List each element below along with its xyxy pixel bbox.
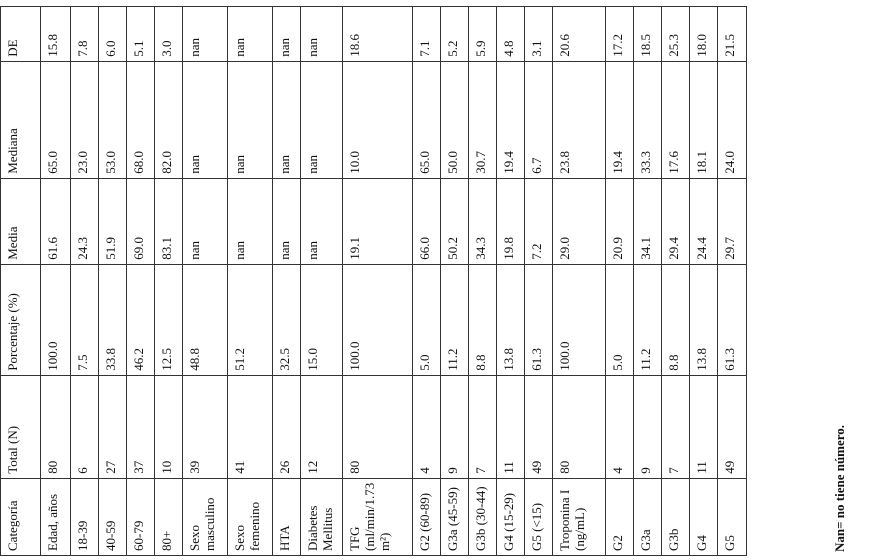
value-cell: 8.8 [469,264,497,375]
value-cell: 82.0 [155,61,183,178]
row-label-cell: 80+ [155,478,183,555]
row-label-cell: G3a [634,478,662,555]
table-row [690,6,718,555]
value-cell: nan [228,61,273,178]
value-cell: 18.1 [690,61,718,178]
value-cell: 17.6 [662,61,690,178]
value-cell: 18.0 [690,6,718,61]
value-cell: 48.8 [183,264,228,375]
header-cell: Media [1,178,41,264]
value-cell: 6.0 [99,6,127,61]
value-cell: 18.6 [343,6,413,61]
footnote: Nan= no tiene número. [832,424,847,552]
value-cell: 7 [662,375,690,478]
value-cell: 68.0 [127,61,155,178]
value-cell: 7 [469,375,497,478]
table-row [634,6,662,555]
value-cell: 32.5 [273,264,301,375]
value-cell: 6.7 [525,61,553,178]
value-cell: 24.3 [71,178,99,264]
header-cell: Total (N) [1,375,41,478]
value-cell: 34.1 [634,178,662,264]
value-cell: 61.3 [525,264,553,375]
value-cell: 5.0 [606,264,634,375]
value-cell: 41 [228,375,273,478]
row-label-cell: G5 [718,478,747,555]
header-cell: Porcentaje (%) [1,264,41,375]
value-cell: 80 [343,375,413,478]
value-cell: 65.0 [413,61,441,178]
row-label-cell: 60-79 [127,478,155,555]
row-label-cell: TFG (ml/min/1.73 m²) [343,478,413,555]
value-cell: 17.2 [606,6,634,61]
row-label-cell: G5 (<15) [525,478,553,555]
value-cell: 49 [718,375,747,478]
value-cell: 7.8 [71,6,99,61]
value-cell: 66.0 [413,178,441,264]
value-cell: 29.7 [718,178,747,264]
value-cell: nan [228,6,273,61]
value-cell: 80 [41,375,71,478]
table-row [662,6,690,555]
header-row [1,6,41,555]
table-row [99,6,127,555]
row-label-cell: 18-39 [71,478,99,555]
value-cell: 4 [606,375,634,478]
value-cell: 69.0 [127,178,155,264]
value-cell: 33.3 [634,61,662,178]
value-cell: 33.8 [99,264,127,375]
value-cell: 27 [99,375,127,478]
value-cell: 29.0 [553,178,606,264]
value-cell: 30.7 [469,61,497,178]
value-cell: 19.1 [343,178,413,264]
value-cell: 7.2 [525,178,553,264]
value-cell: 49 [525,375,553,478]
table-row [301,6,343,555]
value-cell: 51.9 [99,178,127,264]
value-cell: 39 [183,375,228,478]
value-cell: 5.1 [127,6,155,61]
value-cell: 4.8 [497,6,525,61]
table-row [273,6,301,555]
value-cell: 6 [71,375,99,478]
table-row [497,6,525,555]
value-cell: 61.3 [718,264,747,375]
value-cell: 23.8 [553,61,606,178]
value-cell: 23.0 [71,61,99,178]
value-cell: 26 [273,375,301,478]
table-row [155,6,183,555]
table-row [183,6,228,555]
value-cell: 20.6 [553,6,606,61]
table-row [553,6,606,555]
row-label-cell: G4 [690,478,718,555]
value-cell: 7.1 [413,6,441,61]
value-cell: 50.2 [441,178,469,264]
value-cell: 100.0 [41,264,71,375]
value-cell: 80 [553,375,606,478]
value-cell: 15.8 [41,6,71,61]
value-cell: 100.0 [343,264,413,375]
row-label-cell: G2 (60-89) [413,478,441,555]
value-cell: 19.4 [606,61,634,178]
value-cell: 51.2 [228,264,273,375]
value-cell: 11.2 [634,264,662,375]
row-label-cell: G4 (15-29) [497,478,525,555]
table-row [606,6,634,555]
value-cell: 11 [497,375,525,478]
value-cell: 24.0 [718,61,747,178]
value-cell: 19.8 [497,178,525,264]
value-cell: nan [183,61,228,178]
value-cell: 15.0 [301,264,343,375]
value-cell: 19.4 [497,61,525,178]
table-row [413,6,441,555]
value-cell: 18.5 [634,6,662,61]
value-cell: 5.9 [469,6,497,61]
value-cell: 65.0 [41,61,71,178]
value-cell: 11.2 [441,264,469,375]
row-label-cell: Troponina I (ng/mL) [553,478,606,555]
table-row [718,6,747,555]
value-cell: 13.8 [690,264,718,375]
value-cell: nan [183,178,228,264]
value-cell: 9 [634,375,662,478]
value-cell: 11 [690,375,718,478]
table-row [71,6,99,555]
value-cell: nan [301,61,343,178]
row-label-cell: G3b [662,478,690,555]
row-label-cell: Edad, años [41,478,71,555]
row-label-cell: G3a (45-59) [441,478,469,555]
value-cell: 37 [127,375,155,478]
row-label-cell: 40-59 [99,478,127,555]
value-cell: 7.5 [71,264,99,375]
header-cell: Categoría [1,478,41,555]
table-row [41,6,71,555]
value-cell: nan [273,178,301,264]
value-cell: 61.6 [41,178,71,264]
value-cell: nan [301,6,343,61]
value-cell: 13.8 [497,264,525,375]
value-cell: 5.2 [441,6,469,61]
value-cell: nan [273,6,301,61]
row-label-cell: HTA [273,478,301,555]
row-label-cell: Diabetes Mellitus [301,478,343,555]
value-cell: 10 [155,375,183,478]
value-cell: nan [228,178,273,264]
value-cell: 12.5 [155,264,183,375]
value-cell: 29.4 [662,178,690,264]
value-cell: 10.0 [343,61,413,178]
value-cell: 25.3 [662,6,690,61]
table-row [525,6,553,555]
header-cell: Mediana [1,61,41,178]
value-cell: 3.1 [525,6,553,61]
header-cell: DE [1,6,41,61]
value-cell: 34.3 [469,178,497,264]
value-cell: nan [183,6,228,61]
table-row [228,6,273,555]
value-cell: 9 [441,375,469,478]
table-body [1,6,747,555]
table-row [441,6,469,555]
value-cell: 20.9 [606,178,634,264]
value-cell: 3.0 [155,6,183,61]
value-cell: 4 [413,375,441,478]
value-cell: 46.2 [127,264,155,375]
value-cell: 100.0 [553,264,606,375]
value-cell: 5.0 [413,264,441,375]
value-cell: 83.1 [155,178,183,264]
descriptive-stats-table [0,6,747,556]
value-cell: 53.0 [99,61,127,178]
row-label-cell: G2 [606,478,634,555]
value-cell: nan [273,61,301,178]
value-cell: 24.4 [690,178,718,264]
value-cell: 50.0 [441,61,469,178]
row-label-cell: Sexo masculino [183,478,228,555]
value-cell: 21.5 [718,6,747,61]
table-row [343,6,413,555]
table-row [469,6,497,555]
value-cell: 12 [301,375,343,478]
row-label-cell: Sexo femenino [228,478,273,555]
value-cell: 8.8 [662,264,690,375]
value-cell: nan [301,178,343,264]
table-row [127,6,155,555]
row-label-cell: G3b (30-44) [469,478,497,555]
